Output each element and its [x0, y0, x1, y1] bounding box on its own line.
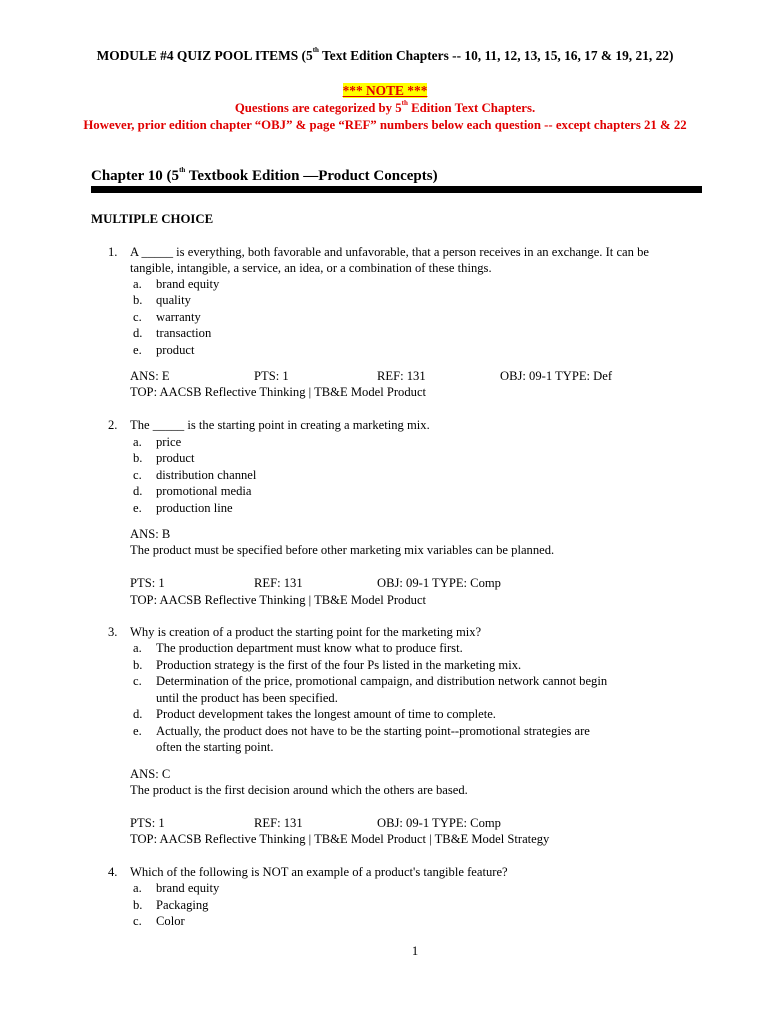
objective: OBJ: 09-1 TYPE: Comp: [377, 816, 501, 830]
page-number: 1: [411, 944, 419, 958]
chapter-superscript: th: [179, 166, 186, 174]
option-text: brand equity: [156, 277, 220, 291]
option-text: Product development takes the longest amount of time to complete.: [156, 707, 496, 721]
answer-key: ANS: C: [130, 767, 171, 781]
question-2-text: The _____ is the starting point in creating a marketing mix.: [130, 418, 430, 432]
answer-key: ANS: E: [130, 369, 170, 383]
option-letter: e.: [133, 501, 142, 515]
option-text: Actually, the product does not have to be the starting point--promotional strategies are: [156, 724, 590, 738]
option-text: quality: [156, 293, 191, 307]
points: PTS: 1: [130, 816, 165, 830]
topic: TOP: AACSB Reflective Thinking | TB&E Model Product | TB&E Model Strategy: [130, 832, 550, 846]
objective: OBJ: 09-1 TYPE: Comp: [377, 576, 501, 590]
note-line-1: [0, 101, 770, 116]
note-heading: [0, 83, 770, 99]
points: PTS: 1: [254, 369, 289, 383]
chapter-divider: [91, 186, 702, 193]
option-letter: c.: [133, 674, 142, 688]
option-letter: b.: [133, 658, 143, 672]
objective: OBJ: 09-1 TYPE: Def: [500, 369, 613, 383]
answer-explanation: The product is the first decision around which the others are based.: [130, 783, 468, 797]
option-text: production line: [156, 501, 233, 515]
option-text: transaction: [156, 326, 212, 340]
option-letter: c.: [133, 310, 142, 324]
option-letter: c.: [133, 468, 142, 482]
chapter-text-rest: Textbook Edition —Product Concepts): [185, 168, 438, 184]
note-line-2: However, prior edition chapter “OBJ” & page “REF” numbers below each question -- except chapters 21 & 22: [83, 118, 687, 132]
question-2-number: 2.: [108, 418, 118, 432]
option-letter: d.: [133, 326, 143, 340]
answer-key: ANS: B: [130, 527, 171, 541]
option-letter: d.: [133, 484, 143, 498]
note-superscript: th: [401, 99, 408, 107]
question-4-number: 4.: [108, 865, 118, 879]
chapter-text: Chapter 10 (5: [91, 168, 180, 184]
option-text: Production strategy is the first of the four Ps listed in the marketing mix.: [156, 658, 522, 672]
page-reference: REF: 131: [377, 369, 426, 383]
option-text-cont: often the starting point.: [156, 740, 274, 754]
option-text: Color: [156, 914, 185, 928]
option-text: product: [156, 451, 195, 465]
option-letter: e.: [133, 343, 142, 357]
option-letter: a.: [133, 881, 142, 895]
option-text: promotional media: [156, 484, 252, 498]
option-text: brand equity: [156, 881, 220, 895]
page-reference: REF: 131: [254, 816, 303, 830]
title-superscript: th: [312, 46, 319, 54]
option-letter: a.: [133, 435, 142, 449]
option-text: The production department must know what to produce first.: [156, 641, 463, 655]
title-text: MODULE #4 QUIZ POOL ITEMS (5: [96, 48, 313, 63]
question-3-number: 3.: [108, 625, 118, 639]
option-text: Packaging: [156, 898, 209, 912]
option-letter: d.: [133, 707, 143, 721]
option-text-cont: until the product has been specified.: [156, 691, 338, 705]
question-1-text: A _____ is everything, both favorable and unfavorable, that a person receives in an exchange. It can be: [130, 245, 649, 259]
answer-explanation: The product must be specified before other marketing mix variables can be planned.: [130, 543, 555, 557]
question-1-text-cont: tangible, intangible, a service, an idea, or a combination of these things.: [130, 261, 492, 275]
option-text: Determination of the price, promotional campaign, and distribution network cannot begin: [156, 674, 608, 688]
option-letter: a.: [133, 641, 142, 655]
section-heading: MULTIPLE CHOICE: [91, 212, 214, 226]
title-text-rest: Text Edition Chapters -- 10, 11, 12, 13, 15, 16, 17 & 19, 21, 22): [318, 48, 674, 63]
option-letter: e.: [133, 724, 142, 738]
question-4-text: Which of the following is NOT an example of a product's tangible feature?: [130, 865, 508, 879]
note-label: *** NOTE ***: [342, 83, 428, 98]
chapter-heading: [91, 168, 438, 185]
option-letter: b.: [133, 451, 143, 465]
points: PTS: 1: [130, 576, 165, 590]
option-letter: c.: [133, 914, 142, 928]
question-3-text: Why is creation of a product the starting point for the marketing mix?: [130, 625, 482, 639]
option-letter: a.: [133, 277, 142, 291]
option-text: distribution channel: [156, 468, 257, 482]
topic: TOP: AACSB Reflective Thinking | TB&E Model Product: [130, 593, 427, 607]
question-1-number: 1.: [108, 245, 118, 259]
note-line-1-rest: Edition Text Chapters.: [407, 101, 536, 115]
option-letter: b.: [133, 898, 143, 912]
topic: TOP: AACSB Reflective Thinking | TB&E Model Product: [130, 385, 427, 399]
page-reference: REF: 131: [254, 576, 303, 590]
document-title: [0, 48, 770, 64]
option-letter: b.: [133, 293, 143, 307]
note-line-1-text: Questions are categorized by 5: [234, 101, 402, 115]
option-text: price: [156, 435, 182, 449]
option-text: warranty: [156, 310, 201, 324]
option-text: product: [156, 343, 195, 357]
